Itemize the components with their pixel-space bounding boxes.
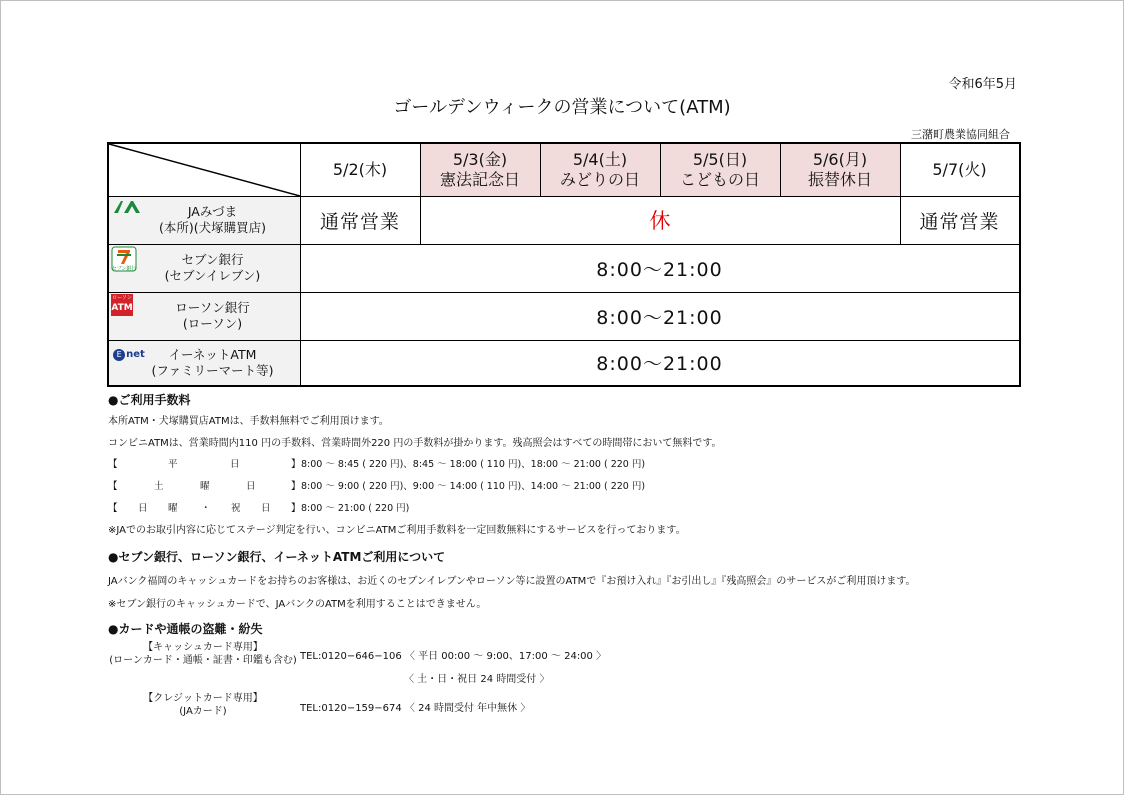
usage-line-2: ※セブン銀行のキャッシュカードで、JAバンクのATMを利用することはできません。	[108, 599, 487, 610]
grid-line	[660, 144, 661, 196]
lawson-logo-small-text: ローソン	[112, 295, 132, 301]
bracket-open: 【	[108, 481, 118, 492]
document-title: ゴールデンウィークの営業について(ATM)	[393, 97, 731, 118]
date-text: 5/5(日)	[692, 150, 748, 169]
grid-line	[300, 144, 301, 385]
fee-row-saturday	[108, 478, 708, 492]
grid-line	[900, 144, 901, 244]
document-date: 令和6年5月	[948, 77, 1017, 92]
fee-saturday-value: 8:00 〜 9:00 ( 220 円)、9:00 〜 14:00 ( 110 円)、14:00 〜 21:00 ( 220 円)	[301, 481, 646, 492]
grid-line	[109, 292, 1019, 293]
credit-card-scope: (JAカード)	[179, 706, 227, 717]
bank-name: JAみづま	[187, 204, 238, 219]
bank-cell-ja	[109, 196, 300, 244]
bracket-close: 】	[291, 503, 301, 514]
bracket-close: 】	[291, 459, 301, 470]
grid-line	[780, 144, 781, 196]
status-closed: 休	[649, 209, 671, 233]
grid-line	[109, 244, 1019, 245]
grid-line	[109, 196, 1019, 197]
seven-bank-logo-icon	[111, 246, 137, 272]
enet-logo-mark: E	[113, 349, 125, 361]
cash-card-scope: (ローンカード・通帳・証書・印鑑も含む)	[109, 655, 297, 666]
fees-line-1: 本所ATM・犬塚購買店ATMは、手数料無料でご利用頂けます。	[108, 416, 389, 427]
fee-row-holiday	[108, 500, 708, 514]
bank-name: セブン銀行	[181, 252, 244, 267]
hours-seven: 8:00〜21:00	[596, 258, 723, 281]
holiday-name: 憲法記念日	[439, 170, 520, 189]
date-text: 5/7(火)	[932, 160, 987, 179]
fees-heading: ●ご利用手数料	[108, 393, 191, 407]
hours-enet: 8:00〜21:00	[596, 353, 723, 375]
usage-heading: ●セブン銀行、ローソン銀行、イーネットATMご利用について	[108, 550, 446, 564]
holiday-name: こどもの日	[679, 170, 760, 189]
bank-branch: (ファミリーマート等)	[151, 362, 274, 378]
organization-name: 三潴町農業協同組合	[911, 128, 1010, 141]
holiday-name: みどりの日	[559, 170, 640, 189]
bank-branch: (ローソン)	[182, 316, 243, 331]
hours-lawson: 8:00〜21:00	[596, 306, 723, 329]
credit-card-label	[108, 692, 298, 718]
holiday-name: 振替休日	[807, 170, 872, 189]
day-label-char: 平	[168, 459, 178, 470]
date-text: 5/6(月)	[812, 150, 868, 169]
fee-row-weekday	[108, 456, 708, 470]
fees-line-2: コンビニATMは、営業時間内110 円の手数料、営業時間外220 円の手数料が掛かります。残高照会はすべての時間帯において無料です。	[108, 438, 722, 449]
day-label-char: 祝	[231, 503, 241, 514]
usage-line-1: JAバンク福岡のキャッシュカードをお持ちのお客様は、お近くのセブンイレブンやローソン等に設置のATMで『お預け入れ』『お引出し』『残高照会』のサービスがご利用頂けます。	[108, 576, 916, 587]
bank-cell-lawson	[109, 292, 300, 340]
seven-bank-logo-text: セブン銀行	[111, 266, 137, 272]
bank-branch: (本所)(犬塚購買店)	[158, 220, 266, 235]
status-open-end: 通常営業	[919, 210, 1000, 233]
day-label-char: 曜	[168, 503, 178, 514]
day-label-char: 土	[154, 481, 164, 492]
day-label-char: 日	[246, 481, 256, 492]
bank-cell-seven	[109, 244, 300, 292]
credit-card-title: 【クレジットカード専用】	[143, 693, 263, 704]
cash-card-tel-weekend: 〈 土・日・祝日 24 時間受付 〉	[404, 674, 550, 685]
date-text: 5/4(土)	[572, 150, 628, 169]
bank-name: ローソン銀行	[175, 300, 250, 315]
day-label-char: 日	[230, 459, 240, 470]
lawson-logo-text: ATM	[111, 303, 133, 313]
corner-cell	[109, 144, 300, 196]
status-open-start: 通常営業	[319, 210, 400, 233]
day-label-char: ・	[201, 503, 211, 514]
diagonal-line	[109, 144, 300, 196]
grid-line	[540, 144, 541, 196]
fee-holiday-value: 8:00 〜 21:00 ( 220 円)	[301, 503, 410, 514]
day-label-char: 日	[138, 503, 148, 514]
cash-card-tel: TEL:0120−646−106 〈 平日 00:00 〜 9:00、17:00 〜 24:00 〉	[300, 651, 607, 662]
bank-name: イーネットATM	[168, 346, 257, 362]
day-label-char: 日	[261, 503, 271, 514]
grid-line	[420, 144, 421, 244]
date-header-4	[780, 144, 900, 196]
theft-heading: ●カードや通帳の盗難・紛失	[108, 622, 263, 636]
cash-card-title: 【キャッシュカード専用】	[143, 642, 263, 653]
date-text: 5/3(金)	[452, 150, 508, 169]
fee-weekday-value: 8:00 〜 8:45 ( 220 円)、8:45 〜 18:00 ( 110 円)、18:00 〜 21:00 ( 220 円)	[301, 459, 646, 470]
grid-line	[109, 340, 1019, 341]
cash-card-label	[108, 641, 298, 667]
schedule-table	[107, 142, 1021, 387]
date-header-2	[540, 144, 660, 196]
ja-logo-icon	[112, 199, 142, 215]
bracket-open: 【	[108, 503, 118, 514]
enet-logo-icon	[111, 344, 147, 358]
date-header-0	[300, 144, 420, 196]
enet-logo-text: net	[126, 349, 145, 360]
bank-cell-enet	[109, 340, 300, 385]
bank-branch: (セブンイレブン)	[164, 268, 261, 283]
date-text: 5/2(木)	[332, 160, 388, 179]
date-header-1	[420, 144, 540, 196]
date-header-3	[660, 144, 780, 196]
bracket-open: 【	[108, 459, 118, 470]
bracket-close: 】	[291, 481, 301, 492]
day-label-char: 曜	[200, 481, 210, 492]
date-header-5	[900, 144, 1019, 196]
lawson-bank-logo-icon	[111, 294, 133, 316]
fees-stage-note: ※JAでのお取引内容に応じてステージ判定を行い、コンビニATMご利用手数料を一定回数無料にするサービスを行っております。	[108, 525, 686, 536]
credit-card-tel: TEL:0120−159−674 〈 24 時間受付 年中無休 〉	[300, 703, 531, 714]
